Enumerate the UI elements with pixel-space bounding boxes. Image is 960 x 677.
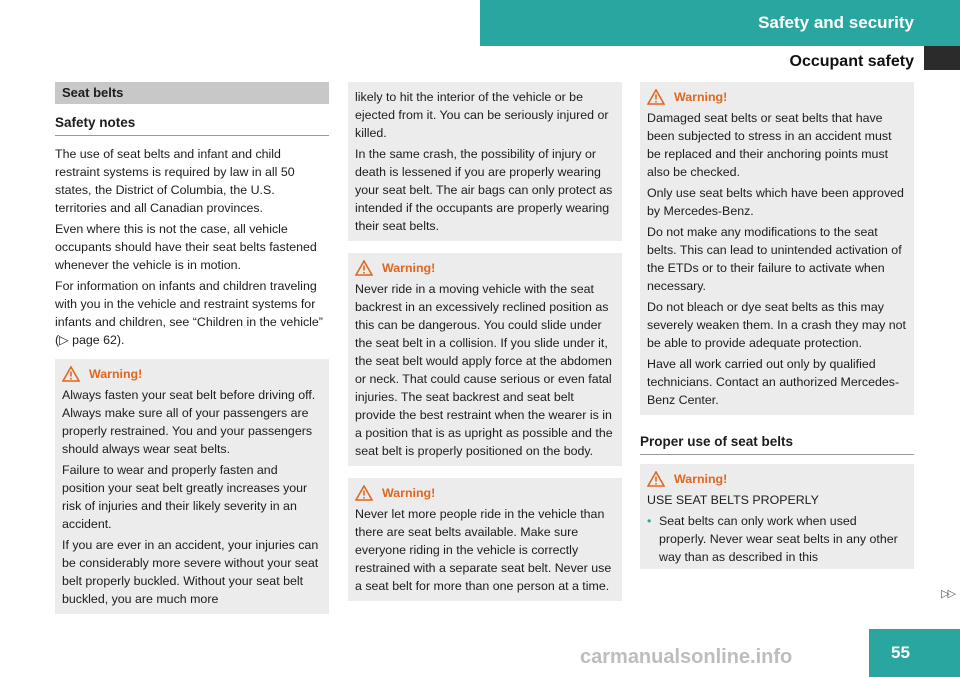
paragraph: For information on infants and children traveling with you in the vehicle and restraint systems for infants and children, see “Children in the vehicle” (▷ page 62).	[55, 279, 323, 347]
warning-paragraph: USE SEAT BELTS PROPERLY	[647, 493, 819, 507]
warning-title: Warning!	[647, 88, 907, 106]
section-marker	[924, 46, 960, 70]
warning-paragraph: Damaged seat belts or seat belts that have been subjected to stress in an accident must be replaced and their anchoring points must also be checked.	[647, 111, 892, 179]
warning-title: Warning!	[355, 259, 615, 277]
warning-paragraph: Only use seat belts which have been approved by Mercedes-Benz.	[647, 186, 904, 218]
warning-paragraph: likely to hit the interior of the vehicle or be ejected from it. You can be seriously injured or killed.	[355, 90, 609, 140]
warning-paragraph: Do not bleach or dye seat belts as this may severely weaken them. In a crash they may not be able to provide adequate protection.	[647, 300, 906, 350]
warning-paragraph: In the same crash, the possibility of injury or death is lessened if you are properly wearing your seat belt. The air bags can only protect as intended if the occupants are properly wearing their seat belts.	[355, 147, 613, 233]
section-heading-seat-belts: Seat belts	[55, 82, 329, 104]
watermark: carmanualsonline.info	[580, 646, 793, 668]
warning-paragraph: Have all work carried out only by qualified technicians. Contact an authorized Mercedes-Benz Center.	[647, 357, 900, 407]
warning-triangle-icon	[62, 366, 80, 382]
chapter-title: Safety and security	[758, 13, 914, 32]
warning-title: Warning!	[62, 365, 322, 383]
warning-paragraph: Do not make any modifications to the seat belts. This can lead to unintended activation of the ETDs or to their failure to activate when necessary.	[647, 225, 902, 293]
warning-paragraph: Never let more people ride in the vehicle than there are seat belts available. Make sure everyone riding in the vehicle is correctly restrained with a separate seat belt. Never use a seat belt for more than one person at a time.	[355, 507, 612, 593]
warning-box	[55, 359, 329, 614]
page-number: 55	[891, 643, 910, 662]
warning-paragraph: If you are ever in an accident, your injuries can be considerably more severe without your seat belt properly buckled. Without your seat belt buckled, you are much more	[62, 538, 319, 606]
warning-box-continued	[348, 82, 622, 241]
warning-paragraph: Never ride in a moving vehicle with the seat backrest in an excessively reclined position as this can be dangerous. You could slide under the seat belt in a collision. If you slide under it, the seat belt would apply force at the abdomen or neck. That could cause serious or even fatal injuries. The seat backrest and seat belt provide the best restraint when the wearer is in a position that is as upright as possible and the seat belt is properly positioned on the body.	[355, 282, 613, 458]
subheading-safety-notes: Safety notes	[55, 114, 329, 136]
warning-box-passenger-count	[348, 478, 622, 601]
page-tab-strip	[932, 629, 960, 677]
column-1	[55, 82, 329, 614]
warning-title: Warning!	[355, 484, 615, 502]
column-2	[348, 82, 622, 601]
bullet-icon: •	[647, 514, 652, 528]
warning-title: Warning!	[647, 470, 907, 488]
warning-triangle-icon	[355, 260, 373, 276]
warning-triangle-icon	[647, 89, 665, 105]
page-number-tab	[869, 629, 932, 677]
warning-triangle-icon	[355, 485, 373, 501]
warning-paragraph: Failure to wear and properly fasten and position your seat belt greatly increases your risk of injuries and their likely severity in an accident.	[62, 463, 308, 531]
paragraph: The use of seat belts and infant and child restraint systems is required by law in all 50 states, the District of Columbia, the U.S. territories and all Canadian provinces.	[55, 147, 295, 215]
warning-box-damaged-belts	[640, 82, 914, 415]
column-3	[640, 82, 914, 569]
chapter-tab	[480, 0, 960, 46]
bullet-item: • Seat belts can only work when used properly. Never wear seat belts in any other way than as described in this	[647, 514, 898, 564]
continue-arrow-icon: ▷▷	[941, 588, 954, 600]
section-title: Occupant safety	[789, 53, 914, 70]
subheading-proper-use: Proper use of seat belts	[640, 433, 914, 455]
warning-box-proper-use	[640, 464, 914, 569]
warning-box-reclined-seat	[348, 253, 622, 466]
warning-triangle-icon	[647, 471, 665, 487]
paragraph: Even where this is not the case, all vehicle occupants should have their seat belts fastened whenever the vehicle is in motion.	[55, 222, 317, 272]
warning-paragraph: Always fasten your seat belt before driving off. Always make sure all of your passengers are properly restrained. You and your passengers should always wear seat belts.	[62, 388, 316, 456]
